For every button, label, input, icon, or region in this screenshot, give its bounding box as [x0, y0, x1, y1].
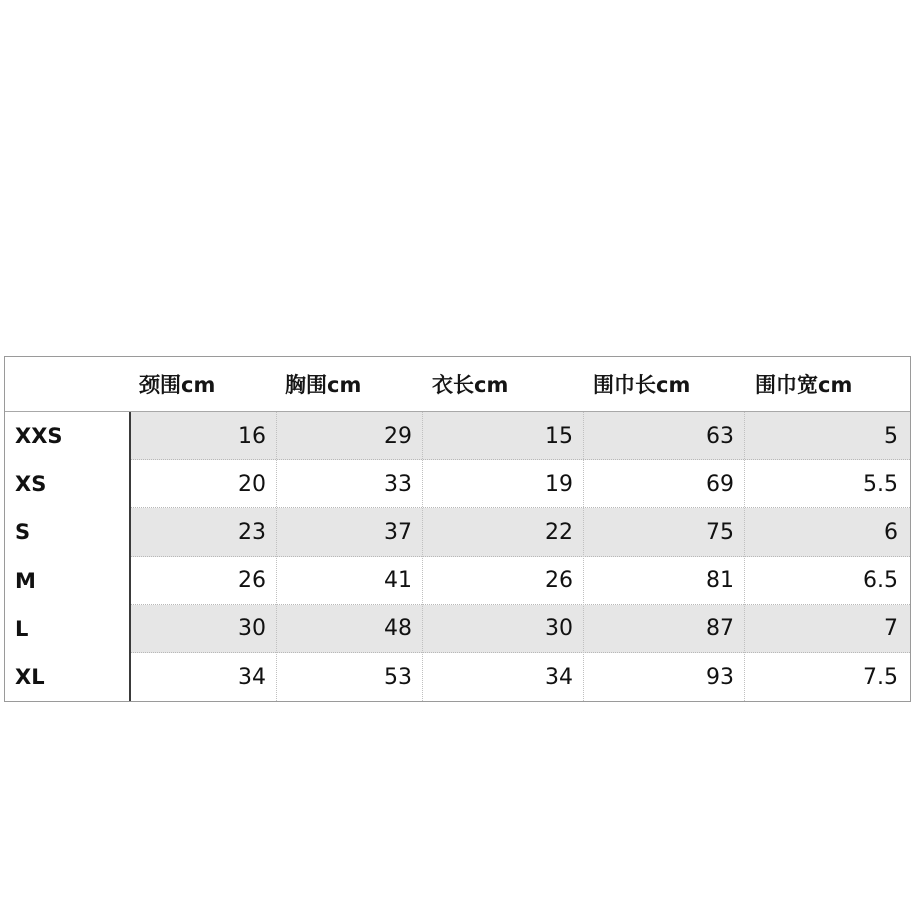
cell-length: 22 [545, 519, 573, 545]
cell-neck: 30 [238, 616, 266, 642]
size-label: XS [15, 472, 47, 497]
header-chest: 胸围cm [285, 373, 362, 397]
size-label: L [15, 616, 29, 641]
size-label: XXS [15, 424, 63, 449]
cell-neck: 34 [238, 664, 266, 690]
cell-scarf-width: 7 [884, 616, 898, 642]
cell-neck: 20 [238, 471, 266, 497]
cell-chest: 33 [384, 471, 412, 497]
cell-length: 19 [545, 471, 573, 497]
size-label: M [15, 568, 36, 593]
cell-neck: 23 [238, 519, 266, 545]
table-body [5, 412, 910, 701]
table-row [5, 460, 910, 508]
cell-scarf-length: 75 [706, 519, 734, 545]
cell-neck: 26 [238, 568, 266, 594]
cell-length: 30 [545, 616, 573, 642]
cell-chest: 29 [384, 423, 412, 449]
cell-scarf-length: 69 [706, 471, 734, 497]
cell-chest: 41 [384, 568, 412, 594]
cell-neck: 16 [238, 423, 266, 449]
column-divider [276, 412, 277, 701]
cell-chest: 53 [384, 664, 412, 690]
cell-scarf-width: 7.5 [863, 664, 898, 690]
table-row [5, 508, 910, 556]
table-row [5, 557, 910, 605]
table-row [5, 412, 910, 460]
cell-scarf-length: 63 [706, 423, 734, 449]
size-label: S [15, 520, 31, 545]
table-row [5, 605, 910, 653]
header-neck: 颈围cm [139, 373, 216, 397]
cell-length: 26 [545, 568, 573, 594]
cell-scarf-width: 5.5 [863, 471, 898, 497]
header-scarf-length: 围巾长cm [593, 373, 691, 397]
table-header-row [5, 357, 910, 412]
column-divider [422, 412, 423, 701]
cell-scarf-length: 87 [706, 616, 734, 642]
cell-scarf-width: 6.5 [863, 568, 898, 594]
cell-chest: 37 [384, 519, 412, 545]
cell-scarf-width: 5 [884, 423, 898, 449]
cell-scarf-length: 81 [706, 568, 734, 594]
cell-chest: 48 [384, 616, 412, 642]
column-divider [744, 412, 745, 701]
cell-scarf-width: 6 [884, 519, 898, 545]
cell-length: 34 [545, 664, 573, 690]
header-length: 衣长cm [432, 373, 509, 397]
table-row [5, 653, 910, 701]
header-scarf-width: 围巾宽cm [755, 373, 853, 397]
size-label: XL [15, 665, 45, 690]
size-column-divider [129, 412, 131, 701]
column-divider [583, 412, 584, 701]
cell-scarf-length: 93 [706, 664, 734, 690]
size-chart-table [4, 356, 911, 702]
cell-length: 15 [545, 423, 573, 449]
